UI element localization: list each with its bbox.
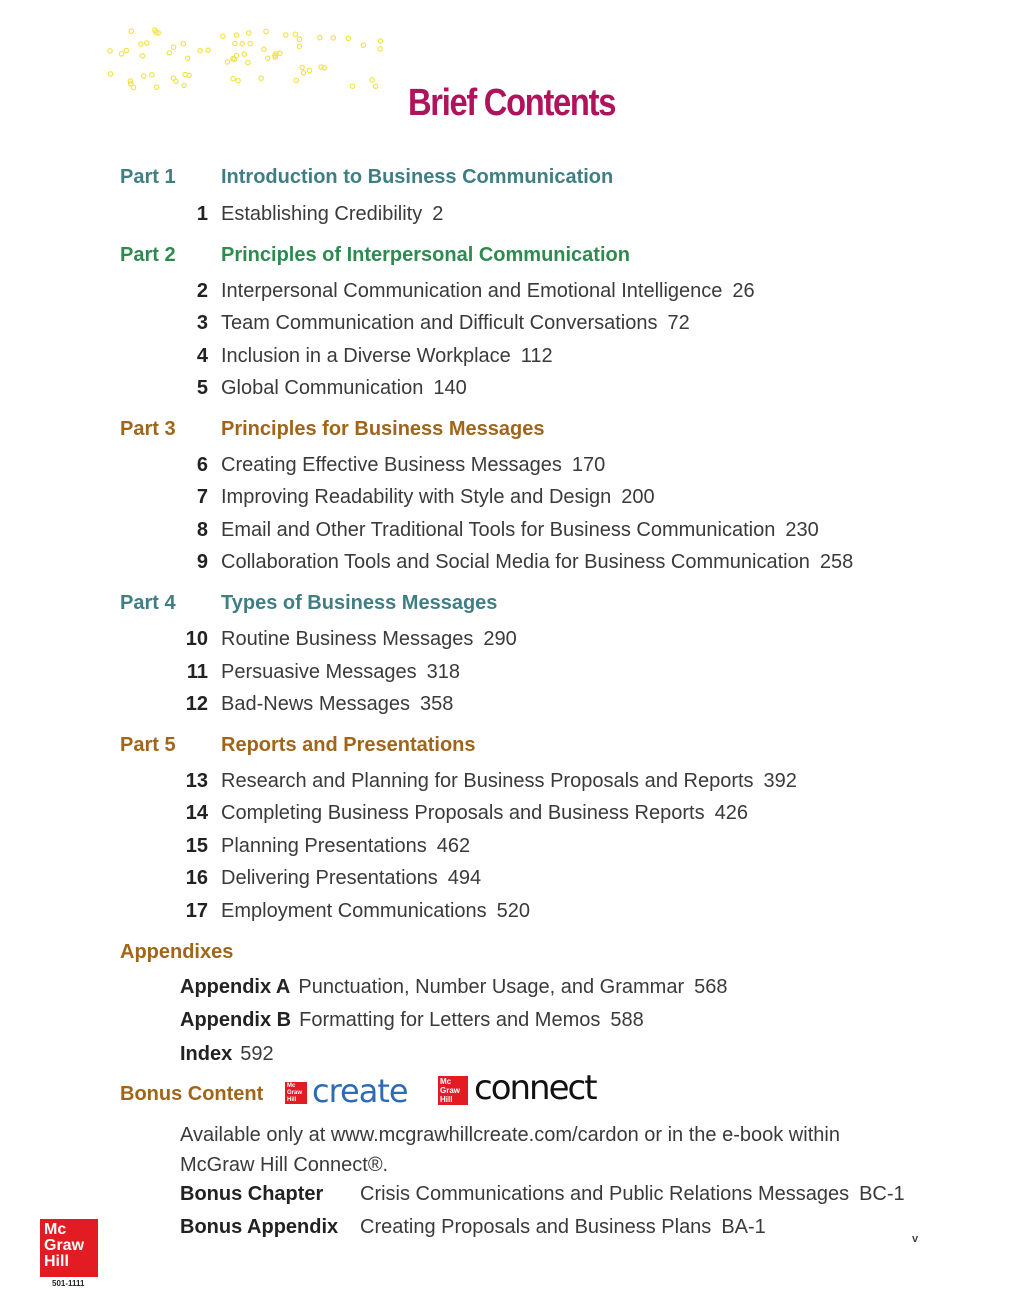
chapter-title-line xyxy=(221,519,819,542)
dot xyxy=(350,84,354,88)
dot xyxy=(181,42,185,46)
part-label: Part 4 xyxy=(120,592,176,614)
chapter-page: 230 xyxy=(785,519,819,541)
bonus-label: Bonus Chapter xyxy=(180,1183,324,1205)
chapter-number: 4 xyxy=(196,345,208,367)
dot xyxy=(259,76,263,80)
dot xyxy=(284,33,288,37)
chapter-title-line xyxy=(221,486,655,509)
chapter-number: 9 xyxy=(196,551,208,573)
bonus-page: BA-1 xyxy=(721,1216,766,1238)
chapter-number: 2 xyxy=(196,280,208,302)
chapter-title-line xyxy=(221,312,690,335)
dot xyxy=(198,49,202,53)
appendix-page: 588 xyxy=(610,1009,644,1031)
dot xyxy=(248,41,252,45)
chapter-number: 6 xyxy=(196,454,208,476)
bonus-content-heading: Bonus Content xyxy=(120,1083,264,1105)
dot xyxy=(247,31,251,35)
dot xyxy=(167,51,171,55)
chapter-title-line xyxy=(221,661,460,684)
bonus-title: Crisis Communications and Public Relations Messages xyxy=(360,1183,850,1205)
part-title: Principles for Business Messages xyxy=(221,418,545,440)
chapter-page: 290 xyxy=(483,628,517,650)
dot xyxy=(150,73,154,77)
chapter-title-line xyxy=(221,835,470,858)
dot xyxy=(182,83,186,87)
chapter-title: Improving Readability with Style and Design xyxy=(221,486,612,508)
create-logo-mark: Mc Graw Hill xyxy=(285,1082,307,1104)
index-entry[interactable] xyxy=(180,1043,274,1066)
decorative-dots xyxy=(100,26,400,96)
dot xyxy=(124,48,128,52)
dot xyxy=(373,84,377,88)
bonus-label: Bonus Appendix xyxy=(180,1216,339,1238)
bonus-appendix-entry[interactable] xyxy=(180,1216,766,1239)
chapter-number: 15 xyxy=(185,835,208,857)
dot xyxy=(140,54,144,58)
part-title: Reports and Presentations xyxy=(221,734,476,756)
chapter-title-line xyxy=(221,770,797,793)
part-label: Part 1 xyxy=(120,166,176,188)
mcgraw-hill-logo: Mc Graw Hill xyxy=(40,1219,98,1277)
chapter-title: Delivering Presentations xyxy=(221,867,438,889)
dot xyxy=(361,43,365,47)
dot xyxy=(206,48,210,52)
chapter-number: 13 xyxy=(185,770,208,792)
chapter-title: Bad-News Messages xyxy=(221,693,410,715)
dot xyxy=(154,85,158,89)
chapter-title: Interpersonal Communication and Emotional Intelligence xyxy=(221,280,723,302)
publisher-code: 501-1111 xyxy=(52,1279,85,1288)
chapter-title: Email and Other Traditional Tools for Business Communication xyxy=(221,519,776,541)
dot xyxy=(225,60,229,64)
chapter-title-line xyxy=(221,280,755,303)
chapter-title-line xyxy=(221,900,530,923)
chapter-title: Employment Communications xyxy=(221,900,487,922)
dot xyxy=(240,42,244,46)
create-logo: create xyxy=(312,1072,408,1110)
dot xyxy=(370,78,374,82)
chapter-title: Collaboration Tools and Social Media for Business Communication xyxy=(221,551,810,573)
bonus-title: Creating Proposals and Business Plans xyxy=(360,1216,712,1238)
dot xyxy=(301,71,305,75)
chapter-page: 112 xyxy=(520,345,553,367)
chapter-title-line xyxy=(221,802,748,825)
chapter-title: Research and Planning for Business Proposals and Reports xyxy=(221,770,754,792)
appendix-label: Appendix B xyxy=(180,1009,292,1031)
chapter-title: Global Communication xyxy=(221,377,424,399)
chapter-title-line xyxy=(221,867,481,890)
chapter-number: 5 xyxy=(196,377,208,399)
chapter-page: 140 xyxy=(433,377,467,399)
dot xyxy=(331,36,335,40)
dot xyxy=(171,45,175,49)
chapter-page: 200 xyxy=(621,486,655,508)
dot xyxy=(142,74,146,78)
dot xyxy=(221,34,225,38)
dot xyxy=(266,56,270,60)
appendix-page: 568 xyxy=(694,976,728,998)
index-label: Index xyxy=(180,1043,233,1065)
chapter-page: 426 xyxy=(714,802,748,824)
chapter-page: 358 xyxy=(419,693,454,715)
bonus-note: Available only at www.mcgrawhillcreate.com/cardon or in the e-book within McGraw Hill Connect®. xyxy=(180,1124,840,1176)
part-label: Part 3 xyxy=(120,418,176,440)
chapter-page: 318 xyxy=(426,661,461,683)
chapter-number: 3 xyxy=(196,312,208,334)
appendix-title: Punctuation, Number Usage, and Grammar xyxy=(298,976,685,998)
dot xyxy=(378,47,382,51)
dot xyxy=(307,68,311,72)
chapter-number: 17 xyxy=(185,900,208,922)
chapter-page: 72 xyxy=(667,312,690,334)
part-title: Types of Business Messages xyxy=(221,592,498,614)
dot xyxy=(145,41,149,45)
part-title: Introduction to Business Communication xyxy=(221,166,614,188)
chapter-page: 258 xyxy=(819,551,854,573)
chapter-title: Team Communication and Difficult Conversations xyxy=(221,312,658,334)
index-page: 592 xyxy=(240,1043,274,1065)
bonus-page: BC-1 xyxy=(859,1183,905,1205)
chapter-number: 12 xyxy=(185,693,208,715)
part-title: Principles of Interpersonal Communication xyxy=(221,244,630,266)
dot xyxy=(186,56,190,60)
dot xyxy=(108,72,112,76)
appendix-title: Formatting for Letters and Memos xyxy=(299,1009,601,1031)
chapter-title-line xyxy=(221,377,467,400)
chapter-page: 462 xyxy=(436,835,471,857)
connect-logo: connect xyxy=(474,1068,596,1108)
chapter-page: 520 xyxy=(496,900,531,922)
dot xyxy=(139,42,143,46)
dot xyxy=(300,65,304,69)
dot xyxy=(236,78,240,82)
appendix-a-entry[interactable] xyxy=(180,976,727,999)
page-number: v xyxy=(912,1233,919,1245)
chapter-title-line xyxy=(221,693,453,716)
page-title: Brief Contents xyxy=(408,82,616,124)
dot xyxy=(119,52,123,56)
chapter-page: 2 xyxy=(432,203,444,225)
chapter-title-line xyxy=(221,454,605,477)
dot xyxy=(246,60,250,64)
chapter-title-line xyxy=(221,551,853,574)
dot xyxy=(297,37,301,41)
chapter-title-line xyxy=(221,628,517,651)
chapter-title: Completing Business Proposals and Business Reports xyxy=(221,802,705,824)
chapter-number: 7 xyxy=(196,486,208,508)
dot xyxy=(242,52,246,56)
dot xyxy=(234,53,238,57)
dot xyxy=(171,76,175,80)
chapter-title: Routine Business Messages xyxy=(221,628,474,650)
chapter-page: 494 xyxy=(447,867,482,889)
appendix-label: Appendix A xyxy=(180,976,291,998)
appendix-b-entry[interactable] xyxy=(180,1009,644,1032)
dot xyxy=(293,32,297,36)
bonus-chapter-entry[interactable] xyxy=(180,1183,905,1206)
part-label: Part 2 xyxy=(120,244,176,266)
chapter-number: 10 xyxy=(185,628,208,650)
dot xyxy=(234,33,238,37)
dot xyxy=(346,36,350,40)
dot xyxy=(318,35,322,39)
chapter-title: Creating Effective Business Messages xyxy=(221,454,562,476)
dot xyxy=(129,29,133,33)
dot xyxy=(262,47,266,51)
dot xyxy=(108,49,112,53)
connect-logo-mark: Mc Graw Hill xyxy=(438,1076,468,1105)
chapter-page: 170 xyxy=(571,454,606,476)
dot xyxy=(231,76,235,80)
chapter-number: 14 xyxy=(185,802,208,824)
chapter-number: 11 xyxy=(186,661,208,683)
chapter-title-line xyxy=(221,345,553,368)
dot xyxy=(378,39,382,43)
part-label: Part 5 xyxy=(120,734,176,756)
chapter-page: 26 xyxy=(732,280,755,302)
chapter-page: 392 xyxy=(763,770,797,792)
chapter-number: 16 xyxy=(185,867,208,889)
chapter-number: 1 xyxy=(196,203,208,225)
chapter-number: 8 xyxy=(196,519,208,541)
dot xyxy=(233,41,237,45)
chapter-title: Inclusion in a Diverse Workplace xyxy=(221,345,511,367)
dot xyxy=(131,85,135,89)
chapter-title: Establishing Credibility xyxy=(221,203,423,225)
dot xyxy=(294,78,298,82)
dot xyxy=(264,29,268,33)
dot xyxy=(297,44,301,48)
chapter-title-line xyxy=(221,203,443,226)
chapter-title: Planning Presentations xyxy=(221,835,427,857)
chapter-title: Persuasive Messages xyxy=(221,661,417,683)
